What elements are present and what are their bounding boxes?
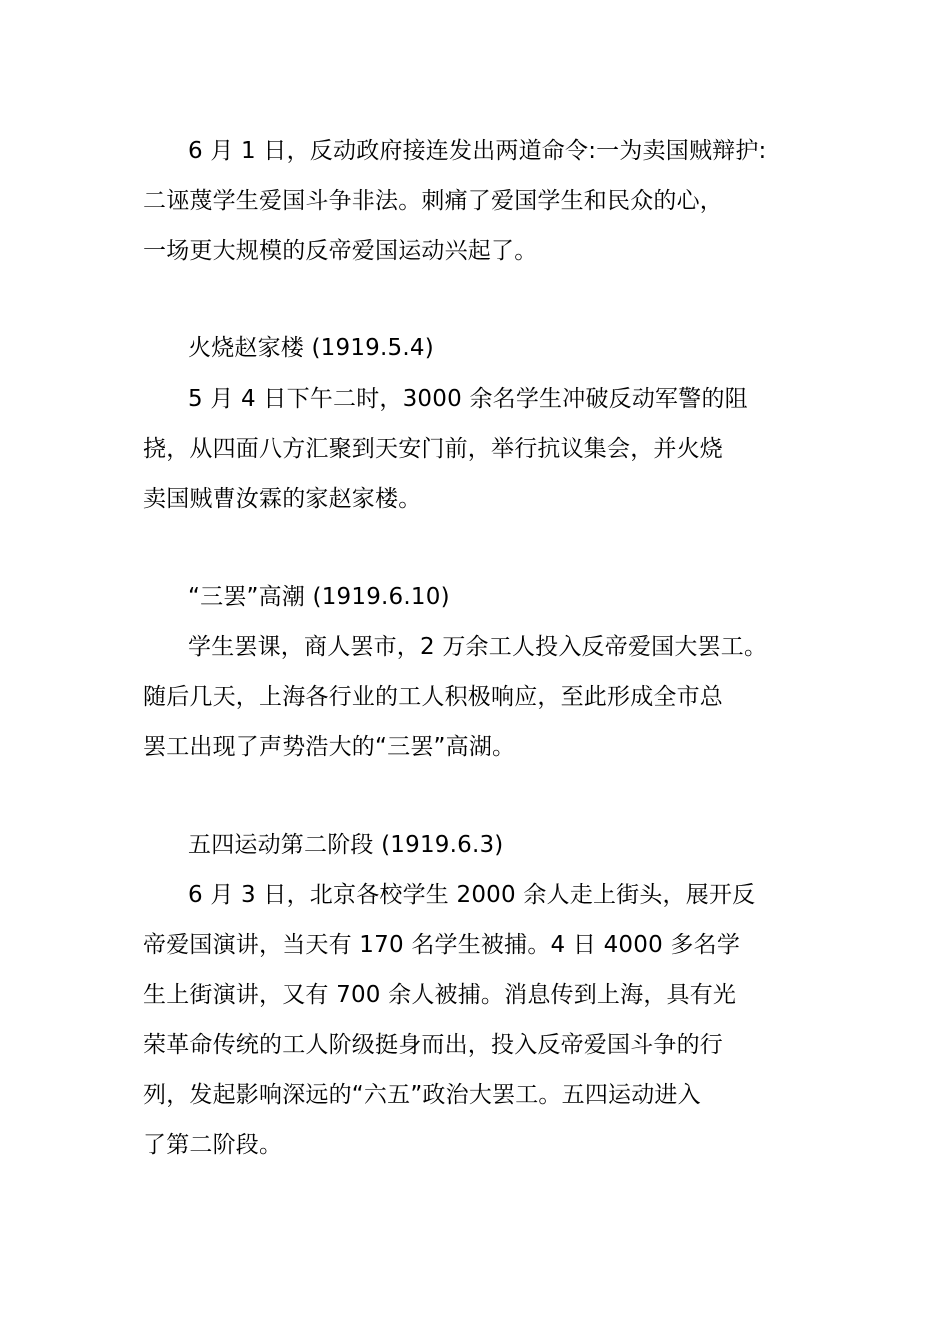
section-1-line-2: 挠，从四面八方汇聚到天安门前，举行抗议集会，并火烧 [143,436,723,462]
intro-line-1: 6 月 1 日，反动政府接连发出两道命令:一为卖国贼辩护: [188,138,767,164]
intro-line-2: 二诬蔑学生爱国斗争非法。刺痛了爱国学生和民众的心， [143,188,723,214]
section-3-line-3: 生上街演讲，又有 700 余人被捕。消息传到上海，具有光 [143,982,737,1008]
section-2-line-2: 随后几天，上海各行业的工人积极响应，至此形成全市总 [143,684,723,710]
section-3-line-6: 了第二阶段。 [143,1132,283,1158]
section-3-line-2: 帝爱国演讲，当天有 170 名学生被捕。4 日 4000 多名学 [143,932,741,958]
section-2-line-1: 学生罢课，商人罢市，2 万余工人投入反帝爱国大罢工。 [188,634,768,660]
section-3-line-1: 6 月 3 日，北京各校学生 2000 余人走上街头，展开反 [188,882,756,908]
section-3-heading: 五四运动第二阶段 (1919.6.3) [188,832,504,858]
section-3-line-5: 列，发起影响深远的“六五”政治大罢工。五四运动进入 [143,1082,701,1108]
section-1-heading: 火烧赵家楼 (1919.5.4) [188,335,434,361]
section-3-line-4: 荣革命传统的工人阶级挺身而出，投入反帝爱国斗争的行 [143,1032,723,1058]
section-1-line-3: 卖国贼曹汝霖的家赵家楼。 [143,486,422,512]
section-2-heading: “三罢”高潮 (1919.6.10) [188,584,450,610]
intro-line-3: 一场更大规模的反帝爱国运动兴起了。 [143,238,538,264]
section-1-line-1: 5 月 4 日下午二时，3000 余名学生冲破反动军警的阻 [188,386,748,412]
section-2-line-3: 罢工出现了声势浩大的“三罢”高湖。 [143,734,516,760]
